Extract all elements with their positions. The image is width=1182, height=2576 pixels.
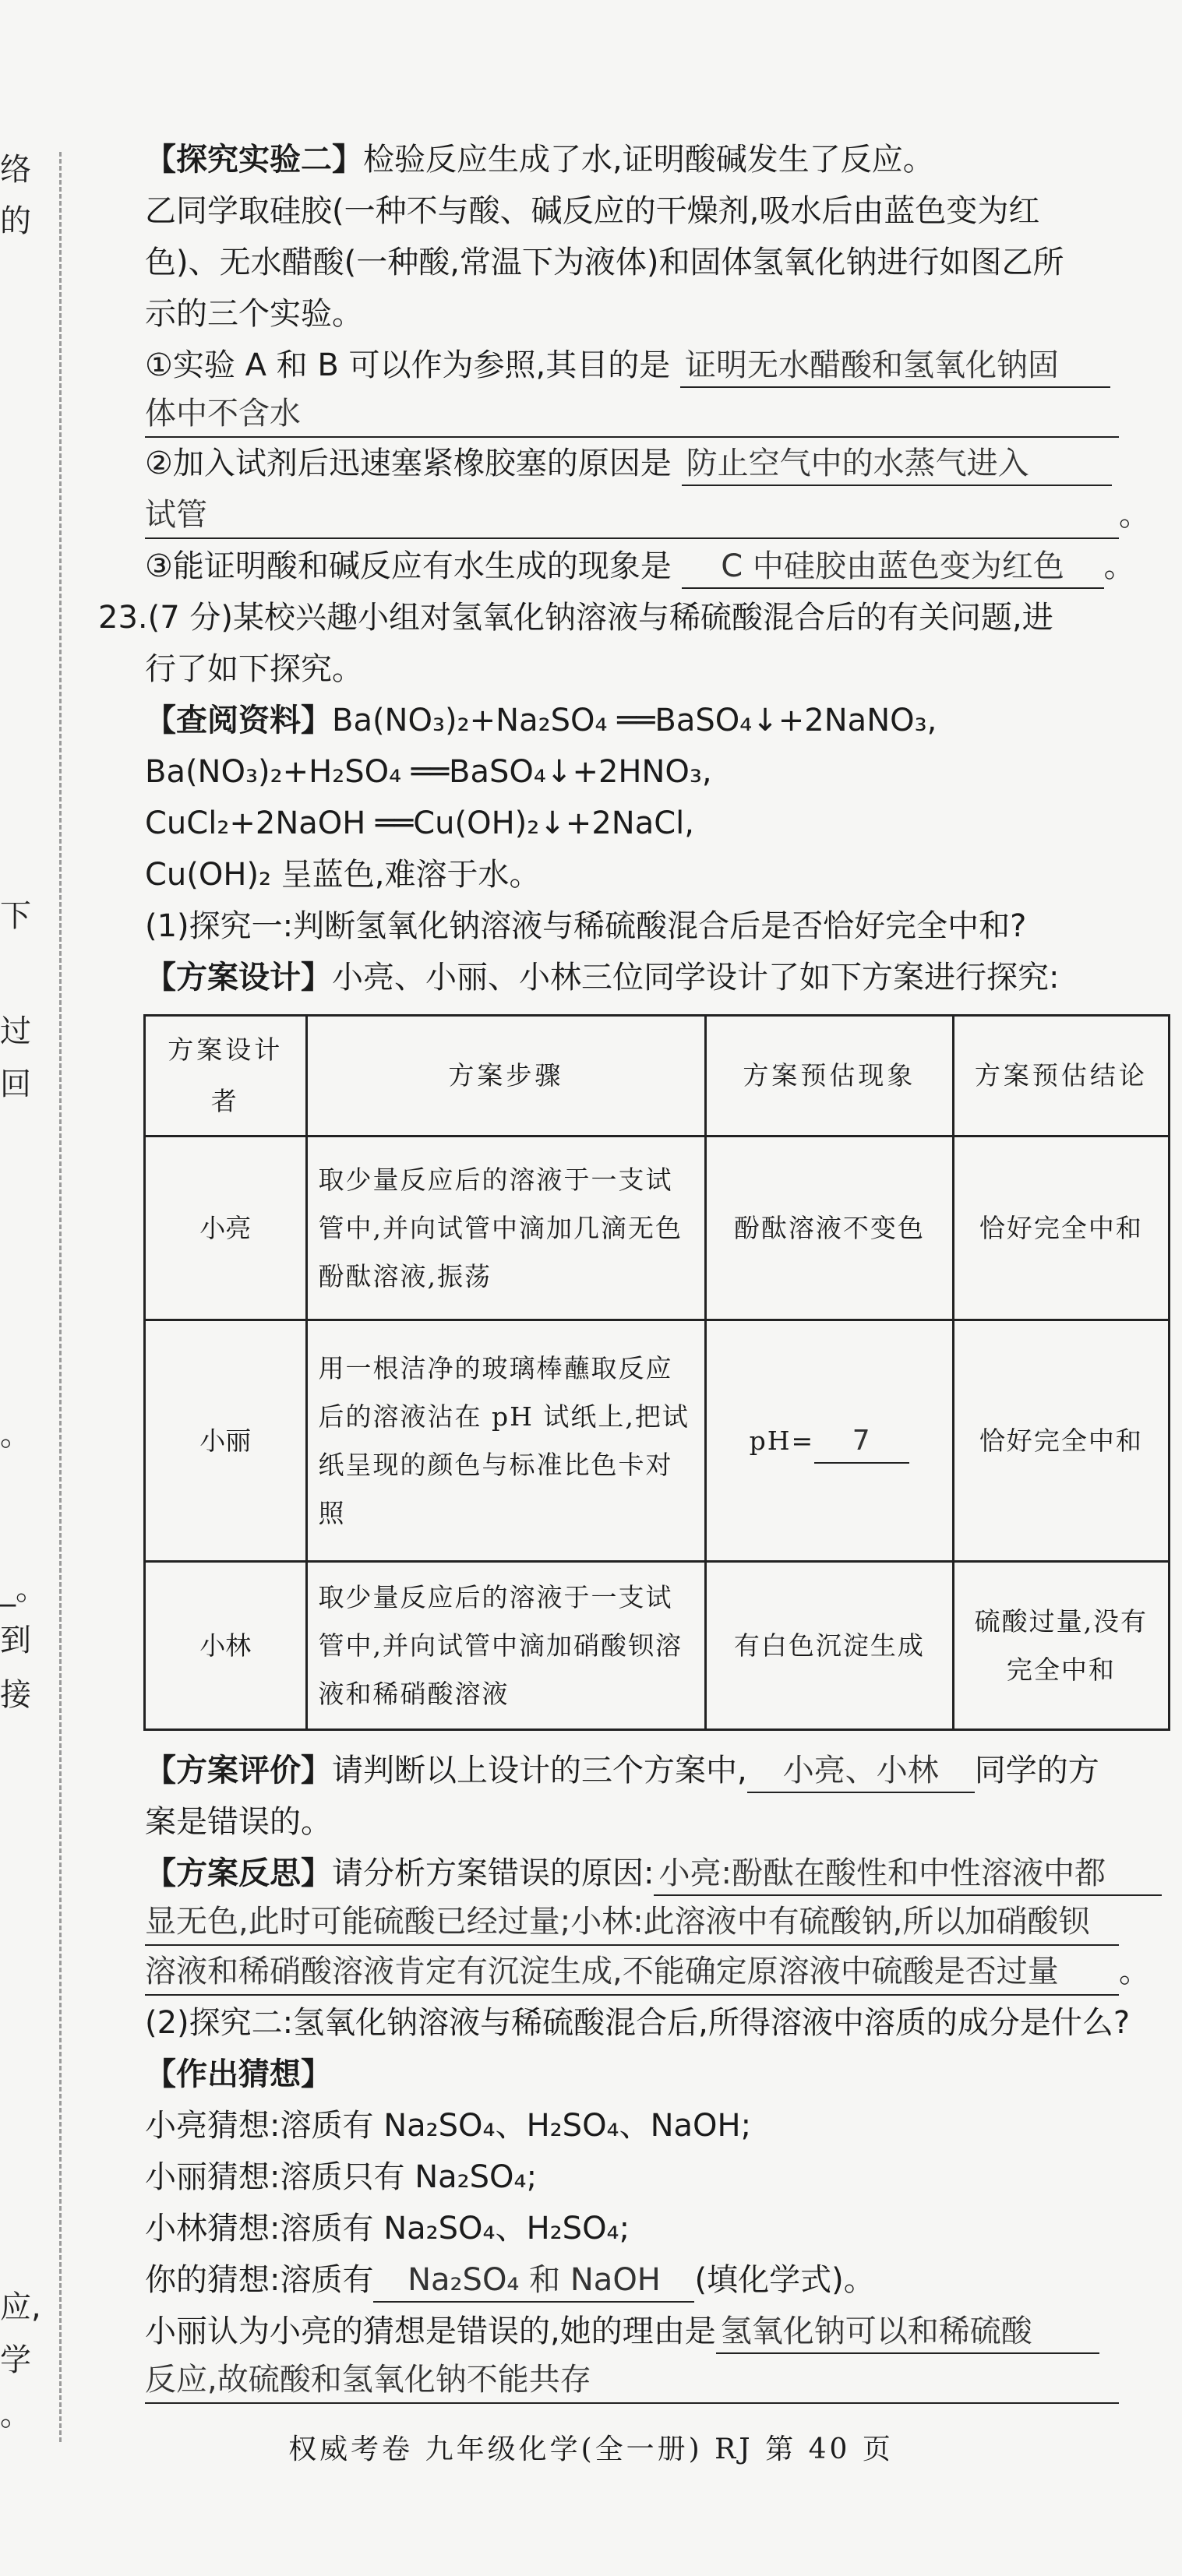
observation-cell: 酚酞溶液不变色: [706, 1136, 953, 1320]
period: 。: [1119, 497, 1150, 533]
exp2-para: 色)、无水醋酸(一种酸,常温下为液体)和固体氢氧化钠进行如图乙所: [145, 245, 1064, 280]
exp2-q3-answer: C 中硅胶由蓝色变为红色: [682, 545, 1104, 589]
reflection-answer-cont: 显无色,此时可能硫酸已经过量;小林:此溶液中有硫酸钠,所以加硝酸钡: [145, 1899, 1119, 1946]
exp2-q3: [98, 541, 1166, 592]
q23-intro-cont: 行了如下探究。: [145, 651, 363, 687]
ref-line-first: [98, 695, 1166, 746]
reason-line: [98, 2306, 1166, 2357]
table-row: [145, 1136, 1170, 1320]
reflection-line: [98, 1848, 1166, 1899]
ph-label: pH=: [749, 1425, 815, 1456]
margin-fragment: 回: [0, 1066, 31, 1102]
margin-fragment: 。: [0, 1417, 31, 1453]
conclusion-cell: 恰好完全中和: [953, 1136, 1169, 1320]
ref-note: Cu(OH)₂ 呈蓝色,难溶于水。: [145, 857, 541, 893]
exp2-q1-answer-cont: 体中不含水: [145, 391, 1119, 438]
reflection-answer-cont: 溶液和稀硝酸溶液肯定有沉淀生成,不能确定原溶液中硫酸是否过量: [145, 1949, 1119, 1996]
margin-fragment: 过: [0, 1013, 31, 1049]
table-header-row: [145, 1016, 1170, 1136]
reflection-cont: [98, 1899, 1166, 1946]
reflection-answer: 小亮:酚酞在酸性和中性溶液中都: [654, 1852, 1162, 1896]
evaluation-answer: 小亮、小林: [747, 1750, 975, 1793]
designer-cell: 小丽: [145, 1320, 307, 1562]
main-content: [98, 134, 1166, 2404]
exp2-heading-text: 检验反应生成了水,证明酸碱发生了反应。: [363, 142, 934, 178]
conclusion-cell: 硫酸过量,没有完全中和: [953, 1562, 1169, 1730]
exp2-q1-answer: 证明无水醋酸和氢氧化钠固: [680, 344, 1110, 388]
margin-fragment: 络: [0, 152, 31, 188]
binding-dashed-line: [59, 152, 62, 2442]
exp2-q2-answer: 防止空气中的水蒸气进入: [682, 442, 1112, 486]
ph-answer: 7: [814, 1420, 909, 1464]
q23-intro: 23.(7 分)某校兴趣小组对氢氧化钠溶液与稀硫酸混合后的有关问题,进: [98, 600, 1053, 636]
reflection-text: 请分析方案错误的原因:: [332, 1855, 655, 1891]
designer-cell: 小林: [145, 1562, 307, 1730]
margin-fragment: 学: [0, 2342, 31, 2378]
step-cell: 取少量反应后的溶液于一支试管中,并向试管中滴加几滴无色酚酞溶液,振荡: [306, 1136, 706, 1320]
design-text: 小亮、小丽、小林三位同学设计了如下方案进行探究:: [332, 960, 1060, 996]
ref-equation: Ba(NO₃)₂+Na₂SO₄ ══BaSO₄↓+2NaNO₃,: [332, 703, 937, 738]
evaluation-line: [98, 1745, 1166, 1796]
exp2-q2-cont: [98, 489, 1166, 541]
margin-fragment: 应,: [0, 2289, 41, 2325]
table-header: 方案预估现象: [706, 1016, 953, 1136]
exp2-q1-cont: [98, 391, 1166, 438]
margin-fragment: 到: [0, 1623, 31, 1658]
design-line: [98, 952, 1166, 1003]
exp2-heading-line: [98, 134, 1166, 185]
exp2-q1-text: ①实验 A 和 B 可以作为参照,其目的是: [145, 347, 671, 383]
margin-fragment: 。: [0, 2397, 31, 2433]
table-row: [145, 1562, 1170, 1730]
table-row: [145, 1320, 1170, 1562]
reflection-heading: 【方案反思】: [145, 1855, 332, 1891]
step-cell: 用一根洁净的玻璃棒蘸取反应后的溶液沾在 pH 试纸上,把试纸呈现的颜色与标准比色卡对照: [306, 1320, 706, 1562]
reason-text: 小丽认为小亮的猜想是错误的,她的理由是: [145, 2313, 716, 2349]
reason-cont: [98, 2357, 1166, 2404]
margin-fragment: 接: [0, 1677, 31, 1713]
step-cell: 取少量反应后的溶液于一支试管中,并向试管中滴加硝酸钡溶液和稀硝酸溶液: [306, 1562, 706, 1730]
plan-table: [143, 1014, 1170, 1731]
part1-question: (1)探究一:判断氢氧化钠溶液与稀硫酸混合后是否恰好完全中和?: [145, 908, 1027, 944]
observation-cell: [706, 1320, 953, 1562]
exp2-q3-text: ③能证明酸和碱反应有水生成的现象是: [145, 548, 672, 584]
ref-heading: 【查阅资料】: [145, 703, 332, 738]
table-header: 方案步骤: [306, 1016, 706, 1136]
your-guess-text: 你的猜想:溶质有: [145, 2262, 374, 2298]
exp2-q2-answer-cont: 试管: [145, 492, 1119, 539]
exp2-q2-text: ②加入试剂后迅速塞紧橡胶塞的原因是: [145, 446, 672, 481]
period: 。: [1119, 1954, 1150, 1989]
your-guess-tail: (填化学式)。: [694, 2262, 875, 2298]
your-guess-answer: Na₂SO₄ 和 NaOH: [373, 2259, 694, 2303]
your-guess-line: [98, 2254, 1166, 2306]
exp2-q1: [98, 340, 1166, 391]
guess-line: 小林猜想:溶质有 Na₂SO₄、H₂SO₄;: [145, 2211, 630, 2247]
guess-line: 小亮猜想:溶质有 Na₂SO₄、H₂SO₄、NaOH;: [145, 2108, 752, 2144]
reason-answer-cont: 反应,故硫酸和氢氧化钠不能共存: [145, 2357, 1119, 2404]
evaluation-tail: 同学的方: [974, 1753, 1099, 1788]
margin-fragment: 的: [0, 203, 31, 239]
exp2-para: 示的三个实验。: [145, 296, 363, 332]
guess-line: 小丽猜想:溶质只有 Na₂SO₄;: [145, 2159, 538, 2195]
table-header: 方案设计者: [145, 1016, 307, 1136]
part2-question: (2)探究二:氢氧化钠溶液与稀硫酸混合后,所得溶液中溶质的成分是什么?: [145, 2005, 1131, 2041]
ref-equation: CuCl₂+2NaOH ══Cu(OH)₂↓+2NaCl,: [145, 805, 694, 841]
margin-fragment: 下: [0, 898, 31, 934]
evaluation-text: 请判断以上设计的三个方案中,: [332, 1753, 747, 1788]
reason-answer: 氢氧化钠可以和稀硫酸: [716, 2310, 1099, 2354]
reflection-cont: [98, 1946, 1166, 1997]
exp2-para: 乙同学取硅胶(一种不与酸、碱反应的干燥剂,吸水后由蓝色变为红: [145, 193, 1040, 229]
conclusion-cell: 恰好完全中和: [953, 1320, 1169, 1562]
designer-cell: 小亮: [145, 1136, 307, 1320]
margin-fragment: _。: [0, 1571, 47, 1607]
exp2-q2: [98, 438, 1166, 489]
page-footer: 权威考卷 九年级化学(全一册) RJ 第 40 页: [288, 2433, 894, 2465]
period: 。: [1103, 548, 1135, 584]
evaluation-cont: 案是错误的。: [145, 1804, 332, 1840]
observation-cell: 有白色沉淀生成: [706, 1562, 953, 1730]
table-header: 方案预估结论: [953, 1016, 1169, 1136]
guess-heading: 【作出猜想】: [145, 2056, 332, 2092]
design-heading: 【方案设计】: [145, 960, 332, 996]
ref-equation: Ba(NO₃)₂+H₂SO₄ ══BaSO₄↓+2HNO₃,: [145, 754, 712, 790]
exp2-heading: 【探究实验二】: [145, 142, 363, 178]
evaluation-heading: 【方案评价】: [145, 1753, 332, 1788]
